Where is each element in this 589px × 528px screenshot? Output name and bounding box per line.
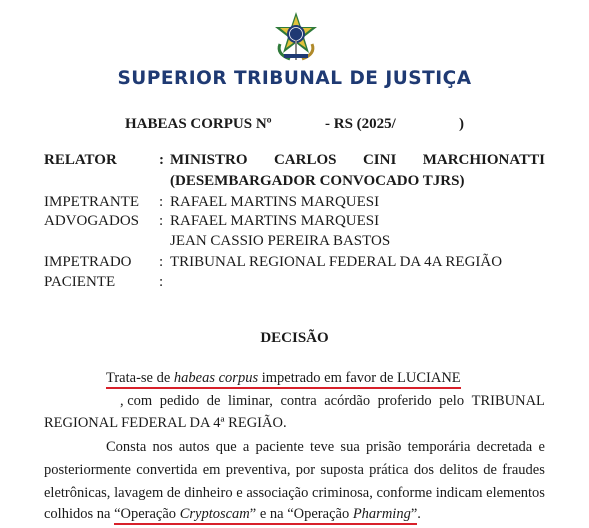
impetrado-label: IMPETRADO [44, 254, 132, 270]
impetrante-value: RAFAEL MARTINS MARQUESI [170, 194, 380, 210]
word: associação [246, 485, 309, 501]
word: paciente [255, 439, 304, 455]
word: TRIBUNAL [471, 393, 545, 409]
separator: : [159, 274, 164, 290]
word: dos [413, 462, 435, 478]
word: liminar, [227, 393, 273, 409]
word: acórdão [324, 393, 371, 409]
word: prática [369, 462, 409, 478]
word: delitos [439, 462, 478, 478]
case-title-close: ) [459, 116, 464, 132]
advogados-label: ADVOGADOS [44, 213, 140, 229]
word: prisão [365, 439, 402, 455]
highlight-underline [106, 370, 461, 389]
word: eletrônicas, [44, 485, 111, 501]
advogado-1: RAFAEL MARTINS MARQUESI [170, 213, 380, 229]
word: que [215, 439, 237, 455]
paragraph-1-line-2 [120, 393, 545, 410]
word: convertida [136, 462, 198, 478]
separator: : [159, 152, 164, 168]
separator: : [159, 194, 164, 210]
relator-word: MINISTRO [170, 152, 248, 168]
paragraph-1-line-3: REGIONAL FEDERAL DA 4ª REGIÃO. [44, 415, 287, 431]
word: de [166, 485, 181, 501]
word: e [236, 485, 243, 501]
word: preventiva, [225, 462, 291, 478]
word: decretada [476, 439, 533, 455]
paragraph-2-line-2 [44, 462, 545, 479]
advogado-2: JEAN CASSIO PEREIRA BASTOS [170, 233, 391, 249]
word: lavagem [114, 485, 164, 501]
case-state-year: - RS (2025/ [325, 116, 396, 132]
text: colhidos na [44, 506, 115, 522]
word: de [206, 393, 221, 409]
word: em [202, 462, 221, 478]
paragraph-2-line-4 [44, 506, 421, 523]
decision-heading: DECISÃO [260, 330, 329, 346]
italic-term: Cryptoscam [179, 506, 250, 522]
word: criminosa, [312, 485, 373, 501]
word: pedido [159, 393, 200, 409]
impetrante-label: IMPETRANTE [44, 194, 139, 210]
text: ” [249, 506, 257, 522]
coat-of-arms-icon [270, 10, 322, 62]
word: conforme [376, 485, 433, 501]
relator-note: (DESEMBARGADOR CONVOCADO TJRS) [170, 173, 465, 189]
case-title: HABEAS CORPUS Nº [125, 116, 272, 132]
italic-term: habeas corpus [173, 370, 259, 386]
word: a [242, 439, 250, 455]
word: autos [178, 439, 210, 455]
word: por [295, 462, 316, 478]
highlight-underline [114, 506, 417, 525]
text: e na [256, 506, 288, 522]
paragraph-2-line-3 [44, 485, 545, 502]
text: “Operação [114, 506, 180, 522]
text: Trata-se de [106, 370, 174, 386]
word: dinheiro [184, 485, 233, 501]
word: indicam [435, 485, 483, 501]
word: temporária [407, 439, 471, 455]
word: de [483, 462, 497, 478]
text: “Operação [287, 506, 353, 522]
word: e [538, 439, 545, 455]
word: teve [310, 439, 335, 455]
separator: : [159, 213, 164, 229]
word: sua [340, 439, 360, 455]
word: suposta [320, 462, 364, 478]
text: . [417, 506, 421, 522]
word: elementos [486, 485, 545, 501]
word: contra [280, 393, 317, 409]
relator-label: RELATOR [44, 152, 117, 168]
relator-word: MARCHIONATTI [422, 152, 545, 168]
word: proferido [377, 393, 432, 409]
word: fraudes [502, 462, 545, 478]
italic-term: Pharming [352, 506, 411, 522]
relator-word: CARLOS [273, 152, 337, 168]
word: , com [120, 393, 153, 409]
text: impetrado em favor de LUCIANE [258, 370, 461, 386]
separator: : [159, 254, 164, 270]
word: Consta [106, 439, 147, 455]
word: nos [152, 439, 173, 455]
impetrado-value: TRIBUNAL REGIONAL FEDERAL DA 4A REGIÃO [170, 254, 503, 270]
word: pelo [439, 393, 465, 409]
word: posteriormente [44, 462, 131, 478]
court-name: SUPERIOR TRIBUNAL DE JUSTIÇA [117, 68, 472, 89]
relator-word: CINI [362, 152, 397, 168]
paciente-label: PACIENTE [44, 274, 116, 290]
relator-name [170, 152, 545, 169]
paragraph-1-line-1 [106, 370, 461, 387]
text: ” [410, 506, 418, 522]
paragraph-2-line-1 [106, 439, 545, 456]
